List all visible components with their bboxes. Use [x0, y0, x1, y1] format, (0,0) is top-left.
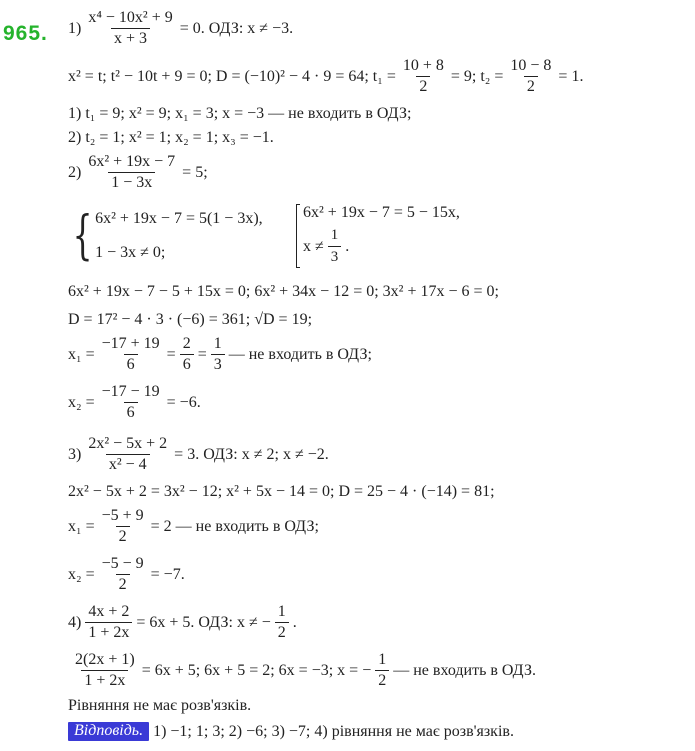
- fraction: $\frac{\text{6x² + 19x − 7}}{1 - 3x}$: [88, 153, 176, 191]
- fraction: $\frac{1}{2}$: [375, 652, 389, 689]
- equation-4: 4) $\frac{4x + 2}{1 + 2x}$ = 6x + 5. ОДЗ: x ≠ − $\frac{1}{2}$ .: [68, 603, 297, 641]
- item-label: 4): [68, 613, 82, 631]
- fraction: $\frac{1}{2}$: [275, 604, 289, 641]
- fraction: $\frac{10 + 8}{2}$: [402, 57, 444, 95]
- fraction: $\frac{10 - 8}{2}$: [510, 57, 552, 95]
- answer-line: [68, 722, 514, 741]
- problem-number: 965.: [3, 22, 48, 45]
- item-label: 1): [68, 19, 82, 37]
- text: x² = t; t² − 10t + 9 = 0; D = (−10)² − 4 · 9 = 64; t₁ =: [68, 67, 396, 85]
- fraction: $\frac{-5 + 9}{2}$: [101, 507, 144, 545]
- fraction: $\frac{-5 - 9}{2}$: [101, 555, 144, 593]
- text-line: 6x² + 19x − 7 − 5 + 15x = 0; 6x² + 34x − 12 = 0; 3x² + 17x − 6 = 0;: [68, 283, 499, 300]
- text-line: D = 17² − 4 · 3 · (−6) = 361; √D = 19;: [68, 311, 313, 328]
- text: = 9; t₂ =: [450, 67, 504, 85]
- system-bracket: [296, 204, 460, 268]
- bracket-symbol: [296, 204, 300, 268]
- text-line: 2x² − 5x + 2 = 3x² − 12; x² + 5x − 14 = 0; D = 25 − 4 · (−14) = 81;: [68, 483, 495, 500]
- system-brace: [66, 206, 263, 266]
- system-row: 6x² + 19x − 7 = 5(1 − 3x),: [95, 210, 263, 227]
- substitution-line: [68, 58, 583, 95]
- text-line: 2) t₂ = 1; x² = 1; x₂ = 1; x₃ = −1.: [68, 129, 274, 146]
- system-row: x ≠ 1 3 .: [303, 227, 350, 265]
- fraction: $\frac{-17 + 19}{6}$: [101, 335, 160, 373]
- fraction: $\frac{\text{x⁴ − 10x² + 9}}{x + 3}$: [88, 9, 173, 47]
- text: = 1.: [558, 67, 584, 85]
- fraction: 1 3: [328, 227, 342, 266]
- root-x1: x₁ = $\frac{-17 + 19}{6}$ = $\frac{2}{6}$ = $\frac{1}{3}$ — не входить в ОДЗ;: [68, 335, 372, 373]
- item-label: 3): [68, 445, 82, 463]
- root-x2: x₂ = $\frac{-17 - 19}{6}$ = −6.: [68, 383, 201, 421]
- brace-symbol: {: [72, 206, 93, 266]
- text: = 5;: [182, 163, 208, 181]
- fraction: $\frac{-17 - 19}{6}$: [101, 383, 160, 421]
- text-line: 1) t₁ = 9; x² = 9; x₁ = 3; x = −3 — не входить в ОДЗ;: [68, 105, 412, 122]
- answer-text: 1) −1; 1; 3; 2) −6; 3) −7; 4) рівняння не має розв'язків.: [153, 722, 514, 740]
- system-row: 6x² + 19x − 7 = 5 − 15x,: [303, 204, 460, 221]
- text: = 0. ОДЗ: x ≠ −3.: [179, 19, 294, 37]
- item-label: 2): [68, 163, 82, 181]
- fraction: $\frac{2}{6}$: [180, 336, 194, 373]
- fraction: $\frac{1}{3}$: [211, 336, 225, 373]
- equation-2: [68, 154, 208, 191]
- simplification-line: $\frac{2(2x + 1)}{1 + 2x}$ = 6x + 5; 6x + 5 = 2; 6x = −3; x = − $\frac{1}{2}$ — не входить в ОДЗ.: [68, 652, 536, 689]
- answer-label: Відповідь.: [68, 722, 149, 741]
- equation-1: [68, 10, 293, 47]
- conclusion-text: Рівняння не має розв'язків.: [68, 697, 252, 714]
- equation-3: 3) $\frac{\text{2x² − 5x + 2}}{\text{x² − 4}}$ = 3. ОДЗ: x ≠ 2; x ≠ −2.: [68, 435, 329, 473]
- system-row: 1 − 3x ≠ 0;: [95, 244, 166, 261]
- fraction: $\frac{\text{2x² − 5x + 2}}{\text{x² − 4}}$: [88, 435, 168, 473]
- root-x1: x₁ = $\frac{-5 + 9}{2}$ = 2 — не входить в ОДЗ;: [68, 507, 319, 545]
- fraction: $\frac{2(2x + 1)}{1 + 2x}$: [75, 651, 135, 689]
- fraction: $\frac{4x + 2}{1 + 2x}$: [85, 604, 132, 641]
- root-x2: x₂ = $\frac{-5 - 9}{2}$ = −7.: [68, 555, 185, 593]
